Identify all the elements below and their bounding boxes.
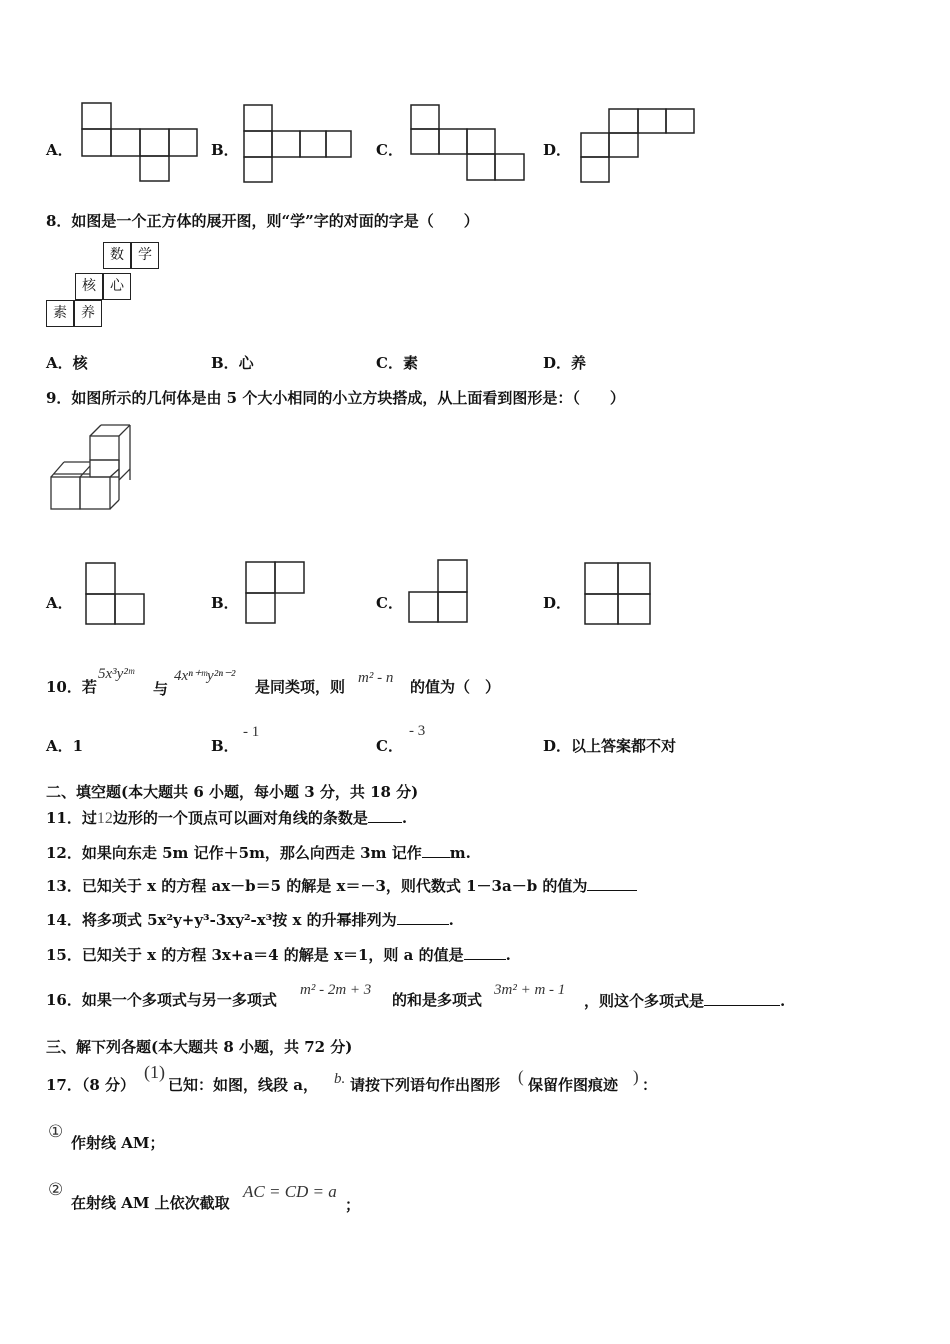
q8-option-b[interactable]: B．心	[211, 354, 254, 372]
net-cell: 数	[103, 242, 131, 269]
q7-option-a-net	[80, 100, 200, 184]
q7-option-b-net	[242, 103, 354, 185]
q7-option-d-label[interactable]: D．	[543, 141, 572, 159]
answer-blank[interactable]	[704, 991, 780, 1006]
answer-blank[interactable]	[587, 876, 637, 891]
step2-marker: ②	[48, 1180, 64, 1200]
q10-option-a[interactable]: A．1	[46, 737, 84, 755]
q17-step2: 在射线 AM 上依次截取	[71, 1194, 230, 1212]
q16-stem-c: ，则这个多项式是 .	[584, 992, 786, 1010]
q9-option-b-label[interactable]: B．	[211, 594, 239, 612]
q9-option-d-label[interactable]: D．	[543, 594, 572, 612]
q16-poly1: m² - 2m + 3	[300, 982, 372, 998]
section2-title: 二、填空题(本大题共 6 小题，每小题 3 分，共 18 分)	[46, 783, 419, 801]
q8-cube-net	[44, 242, 169, 330]
q17-stem-b: 请按下列语句作出图形	[350, 1076, 501, 1094]
q10-option-b[interactable]: B．	[211, 737, 239, 755]
q17-step1: 作射线 AM；	[71, 1134, 165, 1152]
q10-option-c-value: - 3	[409, 723, 426, 739]
q10-option-b-value: - 1	[243, 724, 260, 740]
q17-stem-d: ：	[642, 1076, 658, 1094]
answer-blank[interactable]	[464, 945, 506, 960]
q8-stem: 8．如图是一个正方体的展开图，则“学”字的对面的字是（ ）	[46, 212, 479, 230]
q9-option-b-view	[244, 560, 308, 626]
q17-prefix: 17．（8 分）	[46, 1076, 136, 1094]
q10-option-c[interactable]: C．	[376, 737, 403, 755]
q10-stem-suffix: 的值为（ ）	[410, 678, 501, 696]
net-cell: 学	[131, 242, 159, 269]
q7-option-c-label[interactable]: C．	[376, 141, 403, 159]
q10-connector: 与	[153, 680, 169, 698]
q8-option-d[interactable]: D．养	[543, 354, 587, 372]
q10-stem-prefix: 10．若	[46, 678, 97, 696]
q9-option-a-label[interactable]: A．	[46, 594, 73, 612]
step1-marker: ①	[48, 1122, 64, 1142]
q10-term2: 4xⁿ⁺ᵐy²ⁿ⁻²	[174, 668, 236, 684]
net-cell: 养	[74, 300, 102, 327]
q10-stem-middle: 是同类项，则	[255, 678, 346, 696]
answer-blank[interactable]	[397, 910, 449, 925]
q7-option-c-net	[408, 100, 528, 184]
q17-step2-end: ；	[345, 1196, 361, 1214]
q15-stem: 15．已知关于 x 的方程 3x+a＝4 的解是 x＝1，则 a 的值是 .	[46, 946, 511, 964]
q16-poly2: 3m² + m - 1	[494, 982, 566, 998]
q7-option-b-label[interactable]: B．	[211, 141, 239, 159]
answer-blank[interactable]	[422, 843, 450, 858]
q11-stem: 11．过12边形的一个顶点可以画对角线的条数是 .	[46, 809, 408, 827]
q17-stem-c: 保留作图痕迹	[528, 1076, 619, 1094]
answer-blank[interactable]	[368, 808, 402, 823]
q9-option-c-label[interactable]: C．	[376, 594, 403, 612]
q7-option-d-net	[578, 106, 700, 186]
q9-stem: 9．如图所示的几何体是由 5 个大小相同的小立方块搭成，从上面看到图形是：（ ）	[46, 389, 625, 407]
q17-step2-equation: AC = CD = a	[243, 1182, 337, 1201]
q12-stem: 12．如果向东走 5m 记作＋5m，那么向西走 3m 记作 m.	[46, 844, 471, 862]
q8-option-c[interactable]: C．素	[376, 354, 418, 372]
q9-solid-figure	[46, 422, 136, 514]
q17-var-b: b.	[334, 1071, 346, 1087]
net-cell: 素	[46, 300, 74, 327]
q7-option-a-label[interactable]: A．	[46, 141, 73, 159]
q14-stem: 14．将多项式 5x²y+y³-3xy²-x³按 x 的升幂排列为 .	[46, 911, 454, 929]
q17-stem-a: 已知：如图，线段 a，	[168, 1076, 318, 1094]
q10-option-d[interactable]: D．以上答案都不对	[543, 737, 677, 755]
q17-paren-open: (	[518, 1067, 524, 1086]
q8-option-a[interactable]: A．核	[46, 354, 88, 372]
q13-stem: 13．已知关于 x 的方程 ax－b＝5 的解是 x＝－3，则代数式 1－3a－b 的值为	[46, 876, 637, 895]
q16-stem-a: 16．如果一个多项式与另一多项式	[46, 991, 277, 1009]
q10-term1: 5x³y²ᵐ	[98, 666, 135, 682]
q17-part-number: (1)	[144, 1062, 165, 1082]
q9-option-d-view	[582, 561, 654, 627]
q10-expression: m² - n	[358, 670, 394, 686]
net-cell: 心	[103, 273, 131, 300]
section3-title: 三、解下列各题(本大题共 8 小题，共 72 分)	[46, 1038, 353, 1056]
q17-paren-close: )	[633, 1067, 639, 1086]
q16-stem-b: 的和是多项式	[392, 991, 483, 1009]
q9-option-a-view	[84, 561, 148, 627]
net-cell: 核	[75, 273, 103, 300]
q9-option-c-view	[406, 558, 472, 626]
